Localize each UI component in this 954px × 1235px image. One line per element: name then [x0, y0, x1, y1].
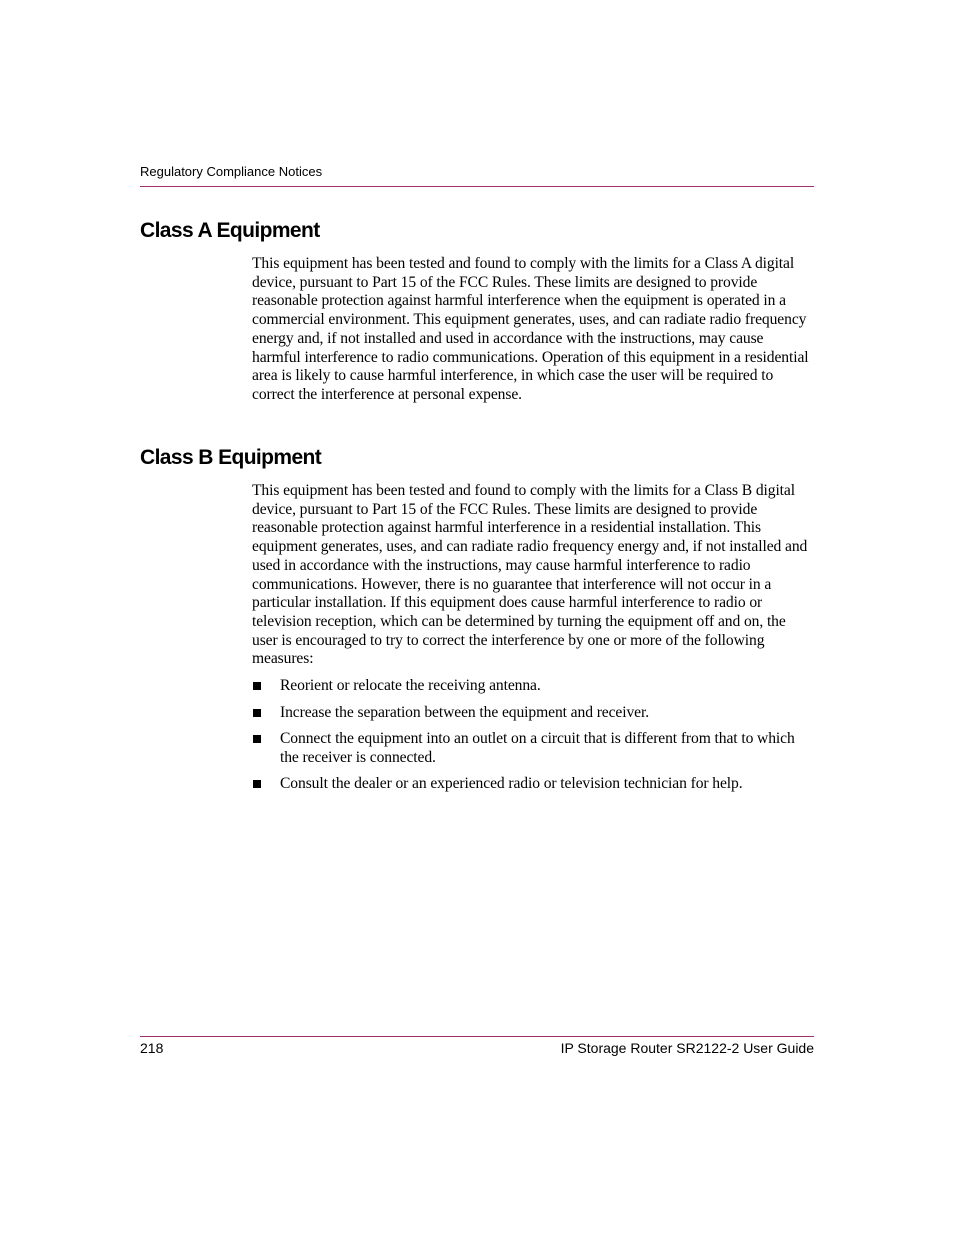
list-item [252, 775, 814, 794]
list-item-text: Consult the dealer or an experienced radio or television technician for help. [280, 775, 743, 793]
class-b-paragraph: This equipment has been tested and found to comply with the limits for a Class B digital device, pursuant to Part 15 of the FCC Rules. These limits are designed to provide reasonable protection against harmful interference in a residential installation. This equipment generates, uses, and can radiate radio frequency energy and, if not installed and used in accordance with the instructions, may cause harmful interference to radio communications. However, there is no guarantee that interference will not occur in a particular installation. If this equipment does cause harmful interference to radio or television reception, which can be determined by turning the equipment off and on, the user is encouraged to try to correct the interference by one or more of the following measures: [252, 482, 808, 668]
list-item-text: Increase the separation between the equipment and receiver. [280, 703, 650, 721]
list-item-text: Reorient or relocate the receiving antenna. [280, 677, 541, 694]
page-number: 218 [140, 1040, 164, 1056]
list-item [252, 730, 814, 767]
measures-list [252, 677, 814, 802]
square-bullet-icon [253, 709, 261, 717]
list-item [252, 704, 814, 723]
square-bullet-icon [253, 780, 261, 788]
header-rule [140, 186, 814, 187]
footer-rule [140, 1036, 814, 1037]
running-header: Regulatory Compliance Notices [140, 164, 323, 179]
section-heading-class-a: Class A Equipment [140, 219, 320, 242]
class-a-paragraph: This equipment has been tested and found to comply with the limits for a Class A digital device, pursuant to Part 15 of the FCC Rules. These limits are designed to provide reasonable protection against harmful interference when the equipment is operated in a commercial environment. This equipment generates, uses, and can radiate radio frequency energy and, if not installed and used in accordance with the instructions, may cause harmful interference to radio communications. Operation of this equipment in a residential area is likely to cause harmful interference, in which case the user will be required to correct the interference at personal expense. [252, 255, 809, 403]
list-item [252, 677, 814, 696]
list-item-text: Connect the equipment into an outlet on a circuit that is different from that to which the receiver is connected. [280, 730, 795, 766]
section-heading-class-b: Class B Equipment [140, 446, 322, 469]
square-bullet-icon [253, 682, 261, 690]
document-title: IP Storage Router SR2122-2 User Guide [560, 1040, 814, 1056]
square-bullet-icon [253, 735, 261, 743]
